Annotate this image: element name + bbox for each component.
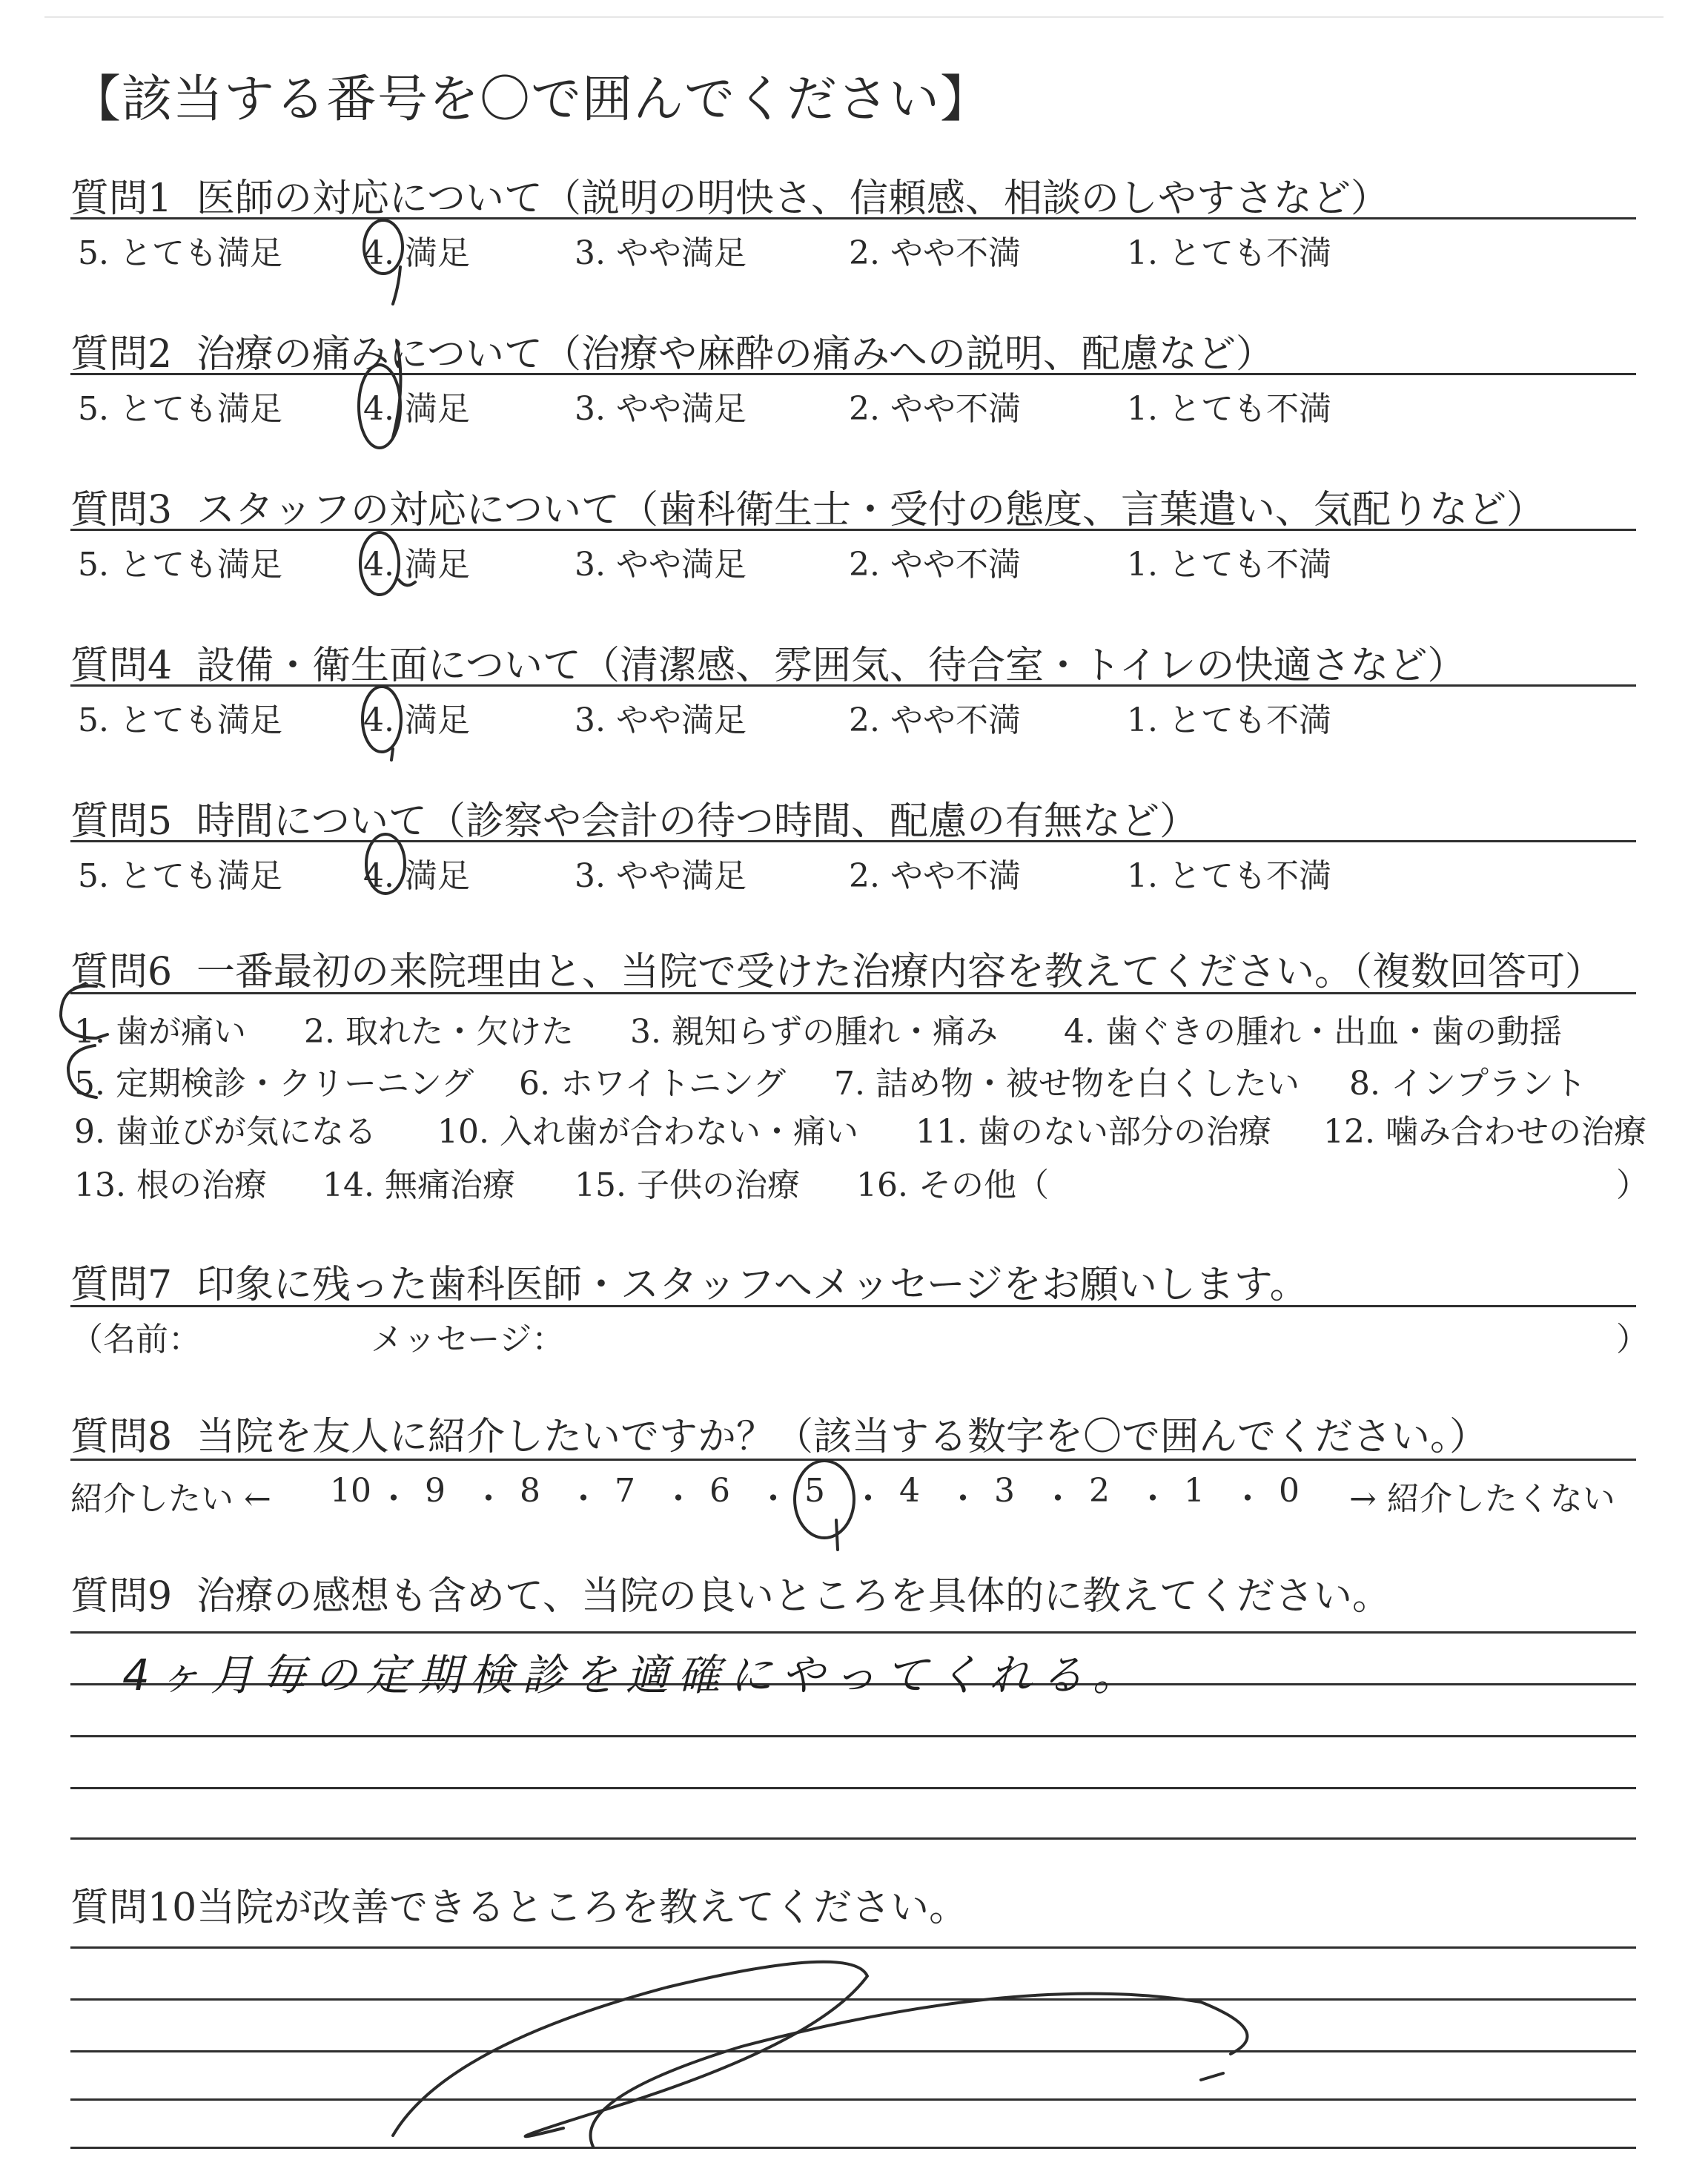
q10-heading (70, 1876, 967, 1932)
q7-heading (70, 1253, 1308, 1309)
q4-option-1[interactable]: 1. とても不満 (1127, 701, 1331, 739)
q8-scale-9[interactable]: 9 (425, 1472, 446, 1510)
q9-heading (70, 1565, 1391, 1620)
q4-heading (70, 634, 1466, 690)
q1-option-1[interactable]: 1. とても不満 (1127, 234, 1331, 272)
q8-scale-0[interactable]: 0 (1279, 1472, 1300, 1510)
q4-option-2[interactable]: 2. やや不満 (849, 701, 1021, 739)
q8-scale-5[interactable]: 5 (804, 1472, 825, 1510)
q4-pen-stroke (391, 749, 393, 760)
q8-rule (70, 1459, 1636, 1461)
q8-right-label: → 紹介したくない (1349, 1480, 1615, 1518)
q10-line-4 (70, 2098, 1636, 2101)
q8-scale-10[interactable]: 10 (330, 1472, 371, 1510)
q2-option-3[interactable]: 3. やや満足 (575, 390, 747, 428)
q4-option-5[interactable]: 5. とても満足 (78, 701, 282, 739)
q6-option-4[interactable]: 4. 歯ぐきの腫れ・出血・歯の動揺 (1064, 1013, 1562, 1051)
q10-line-5 (70, 2147, 1636, 2149)
q3-option-1[interactable]: 1. とても不満 (1127, 546, 1331, 584)
q6-number: 質問6 (70, 950, 173, 994)
q2-option-1[interactable]: 1. とても不満 (1127, 390, 1331, 428)
q4-text: 設備・衛生面について（清潔感、雰囲気、待合室・トイレの快適さなど） (196, 644, 1466, 688)
q3-number: 質問3 (70, 488, 173, 532)
q10-line-1 (70, 1946, 1636, 1949)
q7-text: 印象に残った歯科医師・スタッフへメッセージをお願いします。 (196, 1263, 1308, 1307)
q6-option-14[interactable]: 14. 無痛治療 (322, 1166, 515, 1204)
q8-number: 質問8 (70, 1415, 173, 1459)
q2-rule (70, 373, 1636, 375)
q2-number: 質問2 (70, 332, 173, 377)
q10-loop-2 (591, 1994, 1248, 2147)
q9-line-3 (70, 1735, 1636, 1737)
q6-option-12[interactable]: 12. 噛み合わせの治療 (1323, 1113, 1646, 1151)
q6-other-close-paren: ） (1616, 1166, 1649, 1204)
q5-rule (70, 840, 1636, 842)
q4-option-4[interactable]: 4. 満足 (363, 701, 470, 739)
q8-scale-separator: ・ (1042, 1480, 1074, 1518)
q8-scale-separator: ・ (852, 1480, 884, 1518)
q9-handwritten-answer: 4ヶ月毎の定期検診を適確にやってくれる。 (122, 1650, 1145, 1700)
q2-option-4[interactable]: 4. 満足 (363, 390, 470, 428)
q6-option-6[interactable]: 6. ホワイトニング (519, 1065, 787, 1103)
q6-option-8[interactable]: 8. インプラント (1349, 1065, 1586, 1103)
q9-text: 治療の感想も含めて、当院の良いところを具体的に教えてください。 (196, 1574, 1391, 1619)
q6-option-2[interactable]: 2. 取れた・欠けた (304, 1013, 574, 1051)
q3-rule (70, 529, 1636, 531)
q3-option-4[interactable]: 4. 満足 (363, 546, 470, 584)
q3-text: スタッフの対応について（歯科衛生士・受付の態度、言葉遣い、気配りなど） (196, 488, 1545, 532)
q7-close-paren: ） (1616, 1321, 1649, 1358)
q7-rule (70, 1305, 1636, 1307)
q8-scale-separator: ・ (947, 1480, 979, 1518)
q1-rule (70, 217, 1636, 219)
q5-heading (70, 790, 1198, 845)
q4-option-3[interactable]: 3. やや満足 (575, 701, 747, 739)
q8-scale-3[interactable]: 3 (994, 1472, 1015, 1510)
q8-scale-2[interactable]: 2 (1089, 1472, 1110, 1510)
q6-option-9[interactable]: 9. 歯並びが気になる (74, 1113, 377, 1151)
q8-scale-separator: ・ (472, 1480, 505, 1518)
q8-heading (70, 1405, 1488, 1461)
q6-option-10[interactable]: 10. 入れ歯が合わない・痛い (437, 1113, 858, 1151)
q8-left-label: 紹介したい ← (70, 1480, 271, 1518)
q1-text: 医師の対応について（説明の明快さ、信頼感、相談のしやすさなど） (196, 176, 1389, 221)
q9-number: 質問9 (70, 1574, 173, 1619)
q8-scale-4[interactable]: 4 (899, 1472, 920, 1510)
q10-pen-tick (1201, 2073, 1223, 2080)
q6-option-13[interactable]: 13. 根の治療 (74, 1166, 267, 1204)
q6-text: 一番最初の来院理由と、当院で受けた治療内容を教えてください。（複数回答可） (196, 950, 1604, 994)
q3-option-3[interactable]: 3. やや満足 (575, 546, 747, 584)
q4-rule (70, 684, 1636, 687)
q6-option-3[interactable]: 3. 親知らずの腫れ・痛み (630, 1013, 998, 1051)
q8-scale-separator: ・ (377, 1480, 410, 1518)
q2-text: 治療の痛みについて（治療や麻酔の痛みへの説明、配慮など） (196, 332, 1274, 377)
q9-line-4 (70, 1787, 1636, 1789)
q2-option-2[interactable]: 2. やや不満 (849, 390, 1021, 428)
q5-text: 時間について（診察や会計の待つ時間、配慮の有無など） (196, 799, 1198, 844)
q10-line-3 (70, 2050, 1636, 2052)
q6-option-16[interactable]: 16. その他（ (856, 1166, 1049, 1204)
q5-option-2[interactable]: 2. やや不満 (849, 857, 1021, 895)
q8-scale-separator: ・ (567, 1480, 600, 1518)
q2-option-5[interactable]: 5. とても満足 (78, 390, 282, 428)
q6-option-1[interactable]: 1. 歯が痛い (74, 1013, 246, 1051)
q10-number: 質問10 (70, 1886, 197, 1930)
q8-scale-separator: ・ (757, 1480, 790, 1518)
q10-loop-1 (393, 1962, 867, 2137)
q7-message-label: メッセージ： (371, 1321, 565, 1358)
q8-text: 当院を友人に紹介したいですか？（該当する数字を〇で囲んでください。） (196, 1415, 1489, 1459)
q6-option-11[interactable]: 11. 歯のない部分の治療 (916, 1113, 1271, 1151)
q6-option-15[interactable]: 15. 子供の治療 (575, 1166, 800, 1204)
q6-option-7[interactable]: 7. 詰め物・被せ物を白くしたい (834, 1065, 1300, 1103)
q8-scale-separator: ・ (1231, 1480, 1264, 1518)
q2-heading (70, 323, 1274, 378)
q6-heading (70, 940, 1603, 996)
page-top-edge (44, 16, 1664, 18)
q8-scale-8[interactable]: 8 (520, 1472, 540, 1510)
q10-line-2 (70, 1998, 1636, 2001)
q9-line-1 (70, 1631, 1636, 1634)
q7-name-label: （名前： (70, 1321, 201, 1358)
q1-option-2[interactable]: 2. やや不満 (849, 234, 1021, 272)
q8-pen-stroke (836, 1520, 838, 1550)
q5-option-4[interactable]: 4. 満足 (363, 857, 470, 895)
q8-scale-1[interactable]: 1 (1184, 1472, 1205, 1510)
q5-option-5[interactable]: 5. とても満足 (78, 857, 282, 895)
q3-option-5[interactable]: 5. とても満足 (78, 546, 282, 584)
q6-option-5[interactable]: 5. 定期検診・クリーニング (74, 1065, 474, 1103)
q5-number: 質問5 (70, 799, 173, 844)
q1-option-4[interactable]: 4. 満足 (363, 234, 470, 272)
q1-number: 質問1 (70, 176, 173, 221)
q3-heading (70, 478, 1545, 534)
q1-option-3[interactable]: 3. やや満足 (575, 234, 747, 272)
q8-scale-separator: ・ (1136, 1480, 1169, 1518)
q10-text: 当院が改善できるところを教えてください。 (196, 1886, 968, 1930)
q8-scale-separator: ・ (662, 1480, 695, 1518)
q6-rule (70, 992, 1636, 994)
q7-number: 質問7 (70, 1263, 173, 1307)
q1-heading (70, 167, 1389, 222)
q3-option-2[interactable]: 2. やや不満 (849, 546, 1021, 584)
q5-option-1[interactable]: 1. とても不満 (1127, 857, 1331, 895)
q5-option-3[interactable]: 3. やや満足 (575, 857, 747, 895)
q1-option-5[interactable]: 5. とても満足 (78, 234, 282, 272)
form-title: 【該当する番号を〇で囲んでください】 (70, 70, 992, 129)
q4-number: 質問4 (70, 644, 173, 688)
q9-line-5 (70, 1837, 1636, 1840)
q8-scale-6[interactable]: 6 (709, 1472, 730, 1510)
q8-scale-7[interactable]: 7 (615, 1472, 635, 1510)
